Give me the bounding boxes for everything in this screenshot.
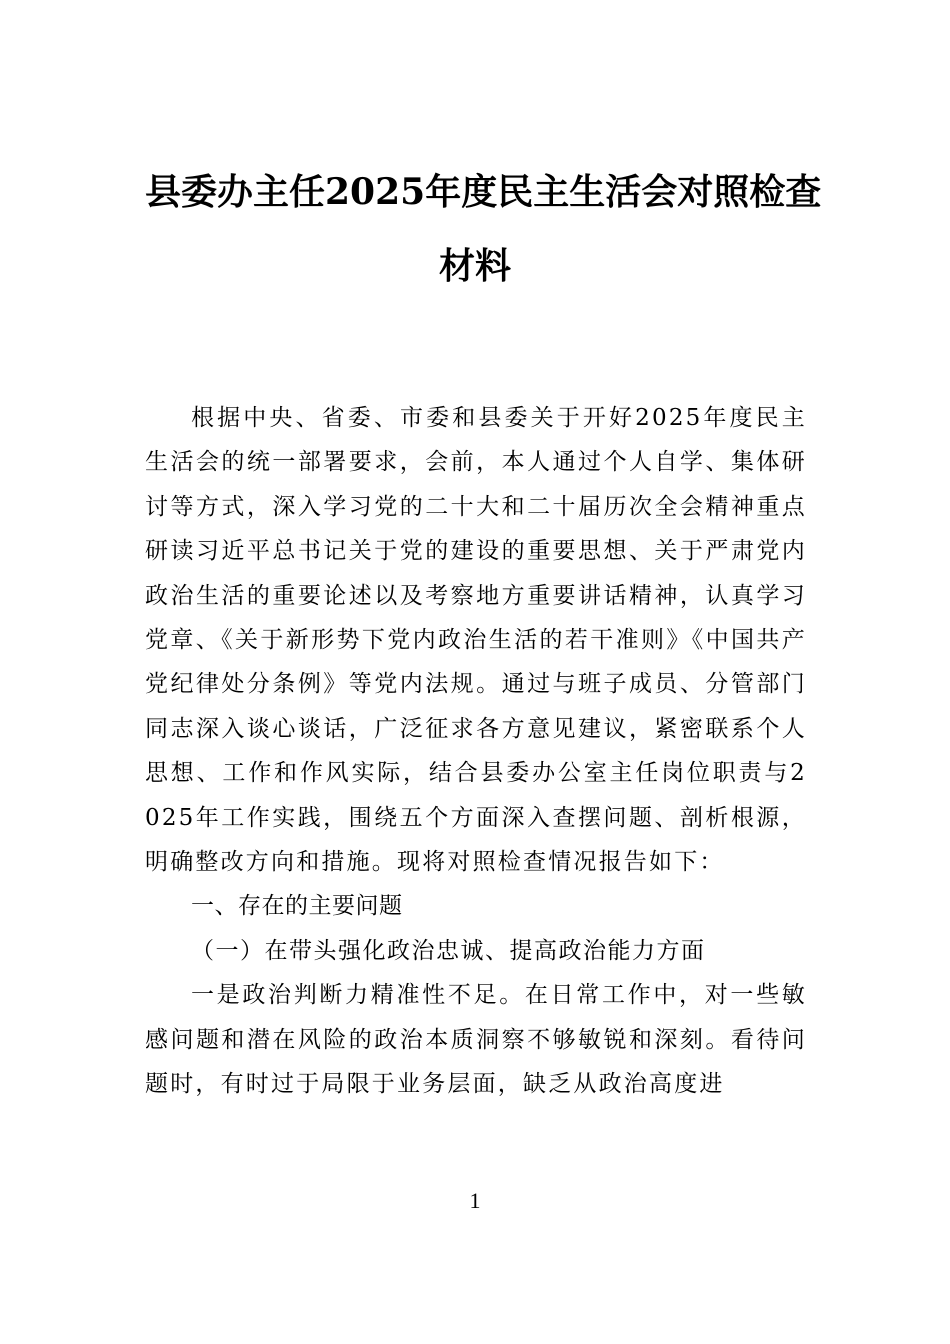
page-number: 1 (469, 1188, 481, 1213)
section-heading: 一、存在的主要问题 (191, 893, 403, 920)
document-title-line-2: 材料 (438, 245, 511, 287)
document-title-line-1: 县委办主任2025年度民主生活会对照检查 (145, 171, 822, 213)
point-paragraph: 一是政治判断力精准性不足。在日常工作中，对一些敏感问题和潜在风险的政治本质洞察不够敏锐和深刻。看待问题时，有时过于局限于业务层面，缺乏从政治高度进 (145, 982, 807, 1098)
document-body (145, 396, 807, 1107)
intro-paragraph: 根据中央、省委、市委和县委关于开好2025年度民主生活会的统一部署要求，会前，本人通过个人自学、集体研讨等方式，深入学习党的二十大和二十届历次全会精神重点研读习近平总书记关于党的建设的重要思想、关于严肃党内政治生活的重要论述以及考察地方重要讲话精神，认真学习党章、《关于新形势下党内政治生活的若干准则》《中国共产党纪律处分条例》等党内法规。通过与班子成员、分管部门同志深入谈心谈话，广泛征求各方意见建议，紧密联系个人思想、工作和作风实际，结合县委办公室主任岗位职责与2025年工作实践，围绕五个方面深入查摆问题、剖析根源，明确整改方向和措施。现将对照检查情况报告如下： (145, 405, 807, 876)
subsection-heading: （一）在带头强化政治忠诚、提高政治能力方面 (191, 937, 706, 964)
